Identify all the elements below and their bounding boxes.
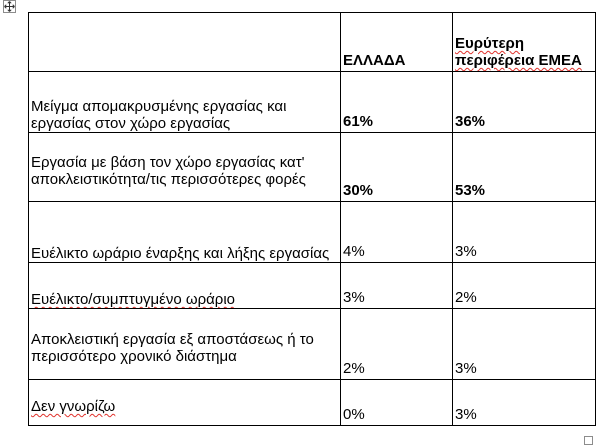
row-label-cell[interactable] bbox=[29, 202, 341, 263]
greece-value: 4% bbox=[343, 243, 365, 260]
table-move-handle[interactable] bbox=[3, 0, 16, 13]
greece-value-cell[interactable] bbox=[341, 202, 453, 263]
greece-value: 2% bbox=[343, 360, 365, 377]
header-cell-emea[interactable] bbox=[453, 13, 596, 72]
row-label: Ευέλικτο ωράριο έναρξης και λήξης εργασίας bbox=[31, 245, 330, 262]
emea-value: 53% bbox=[455, 182, 486, 199]
row-label: Δεν γνωρίζω bbox=[31, 398, 116, 415]
greece-value-cell[interactable] bbox=[341, 263, 453, 309]
greece-value: 61% bbox=[343, 113, 374, 130]
emea-value-cell[interactable] bbox=[453, 133, 596, 202]
row-label: Μείγμα απομακρυσμένης εργασίας και εργασίας στον χώρο εργασίας bbox=[31, 98, 287, 132]
table-row bbox=[29, 72, 596, 133]
row-label-cell[interactable] bbox=[29, 72, 341, 133]
emea-value-cell[interactable] bbox=[453, 380, 596, 426]
greece-value: 0% bbox=[343, 406, 365, 423]
greece-value-cell[interactable] bbox=[341, 380, 453, 426]
table-row bbox=[29, 202, 596, 263]
emea-value: 2% bbox=[455, 289, 477, 306]
move-arrows-icon bbox=[4, 1, 15, 12]
emea-value: 36% bbox=[455, 113, 486, 130]
greece-value-cell[interactable] bbox=[341, 309, 453, 380]
row-label-cell[interactable] bbox=[29, 263, 341, 309]
emea-value: 3% bbox=[455, 243, 477, 260]
row-label: Αποκλειστική εργασία εξ αποστάσεως ή το περισσότερο χρονικό διάστημα bbox=[31, 331, 314, 365]
data-table bbox=[28, 12, 596, 426]
row-label: Ευέλικτο/συμπτυγμένο ωράριο bbox=[31, 291, 235, 308]
table-header-row bbox=[29, 13, 596, 72]
table-row bbox=[29, 263, 596, 309]
row-label-cell[interactable] bbox=[29, 309, 341, 380]
emea-value: 3% bbox=[455, 406, 477, 423]
table-row bbox=[29, 309, 596, 380]
emea-value-cell[interactable] bbox=[453, 263, 596, 309]
emea-value-cell[interactable] bbox=[453, 309, 596, 380]
header-cell-empty[interactable] bbox=[29, 13, 341, 72]
emea-value: 3% bbox=[455, 360, 477, 377]
header-greece-label: ΕΛΛΑΔΑ bbox=[343, 52, 406, 69]
greece-value-cell[interactable] bbox=[341, 72, 453, 133]
table-resize-handle[interactable] bbox=[584, 436, 593, 445]
greece-value-cell[interactable] bbox=[341, 133, 453, 202]
emea-value-cell[interactable] bbox=[453, 202, 596, 263]
emea-value-cell[interactable] bbox=[453, 72, 596, 133]
header-emea-label: Ευρύτερη περιφέρεια ΕΜΕΑ bbox=[455, 35, 582, 69]
row-label-cell[interactable] bbox=[29, 380, 341, 426]
table-row bbox=[29, 380, 596, 426]
row-label-cell[interactable] bbox=[29, 133, 341, 202]
greece-value: 30% bbox=[343, 182, 374, 199]
greece-value: 3% bbox=[343, 289, 365, 306]
row-label: Εργασία με βάση τον χώρο εργασίας κατ' αποκλειστικότητα/τις περισσότερες φορές bbox=[31, 154, 306, 188]
header-cell-greece[interactable] bbox=[341, 13, 453, 72]
table-row bbox=[29, 133, 596, 202]
